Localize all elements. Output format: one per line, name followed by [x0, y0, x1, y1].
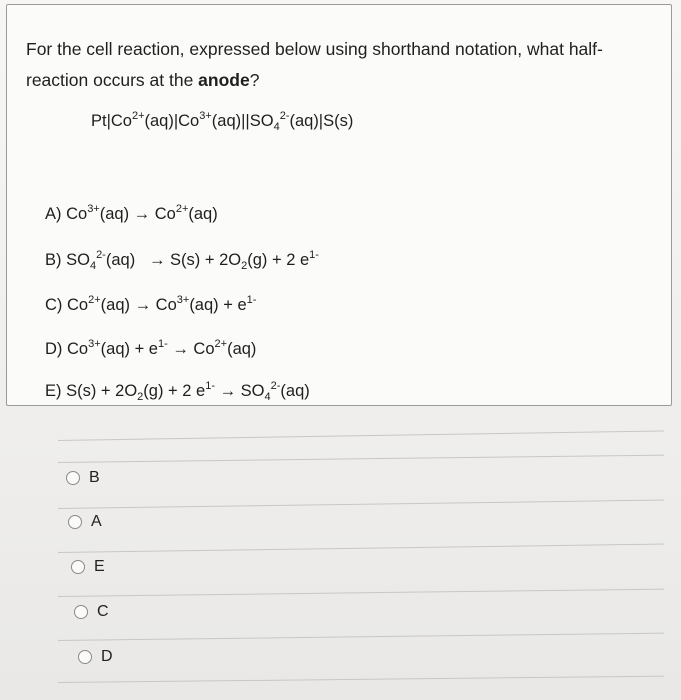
choice-b: B) $SO_4^{2-}(aq) \to S(s) + 2O_2(g) + 2$ $e^{1-}$ — [45, 249, 319, 272]
question-text — [26, 34, 651, 96]
cell-notation: $Pt|Co^{2+}(aq)|Co^{3+}(aq)||SO_4^{2-}(aq)|S(s)$ — [91, 110, 354, 133]
answer-option-e[interactable] — [71, 557, 105, 577]
choice-e: E) $S(s) + 2O_2(g) + 2$ $e^{1-} \to SO_4^{2-}(aq)$ — [45, 380, 310, 403]
answer-option-label[interactable]: D — [101, 648, 113, 665]
answer-option-label[interactable]: E — [94, 558, 105, 575]
radio-button[interactable] — [68, 515, 82, 529]
radio-button[interactable] — [66, 471, 80, 485]
answer-option-a[interactable] — [68, 512, 102, 532]
choice-d: D) $Co^{3+}(aq) + e^{1-} \to Co^{2+}(aq)$ — [45, 338, 257, 358]
radio-button[interactable] — [78, 650, 92, 664]
choice-a: A) $Co^{3+}(aq) \to Co^{2+}(aq)$ — [45, 203, 218, 223]
answer-option-label[interactable]: C — [97, 603, 109, 620]
question-emphasis: anode — [198, 70, 250, 90]
choice-c: C) $Co^{2+}(aq) \to Co^{3+}(aq) + e^{1-}$ — [45, 294, 257, 314]
radio-button[interactable] — [74, 605, 88, 619]
answer-option-label[interactable]: A — [91, 513, 102, 530]
radio-button[interactable] — [71, 560, 85, 574]
answer-option-b[interactable] — [66, 468, 100, 488]
question-suffix: ? — [249, 70, 260, 90]
answer-option-label[interactable]: B — [89, 469, 100, 486]
answer-option-d[interactable] — [78, 647, 113, 667]
question-prefix: For the cell reaction, expressed below using shorthand notation, what half-reaction occurs at the — [26, 39, 603, 90]
answer-option-c[interactable] — [74, 602, 109, 622]
